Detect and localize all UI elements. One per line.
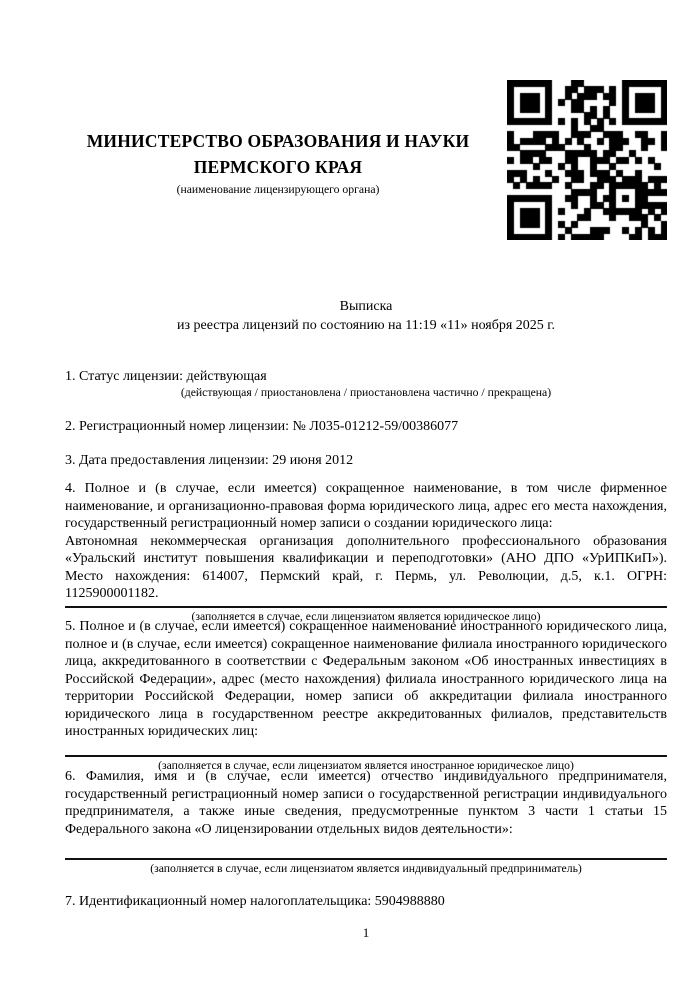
foreign-entity-question: 5. Полное и (в случае, если имеется) сокращенное наименование иностранного юридического лица, полное и (в случае, если имеется) сокращенное наименование филиала иностранного юридического лица, аккредитованного в соответствии с Федеральным законом «Об иностранных инвестициях в Российской Федерации», адрес (место нахождения) филиала иностранного юридического лица на территории Российской Федерации, номер записи об аккредитации филиала иностранного юридического лица в государственном реестре аккредитованных филиалов, представительств иностранных юридических лиц: <box>65 619 667 739</box>
registration-number-section <box>65 418 667 436</box>
legal-entity-caption: (заполняется в случае, если лицензиатом является юридическое лицо) <box>191 609 541 623</box>
legal-entity-rule <box>65 606 667 608</box>
legal-entity-question: 4. Полное и (в случае, если имеется) сокращенное наименование, в том числе фирменное наименование, и организационно-правовая форма юридического лица, адрес его места нахождения, государственный регистрационный номер записи о создании юридического лица: <box>65 481 667 531</box>
extract-subtitle: из реестра лицензий по состоянию на 11:19 «11» ноября 2025 г. <box>177 318 555 333</box>
foreign-entity-rule <box>65 755 667 757</box>
page-number: 1 <box>362 925 370 940</box>
grant-date-section <box>65 452 667 470</box>
taxpayer-number-line: 7. Идентификационный номер налогоплательщика: 5904988880 <box>65 894 445 909</box>
authority-name-line2: ПЕРМСКОГО КРАЯ <box>193 157 363 177</box>
entrepreneur-rule <box>65 858 667 860</box>
legal-entity-section <box>65 480 667 624</box>
license-status-section <box>65 368 667 400</box>
authority-caption: (наименование лицензирующего органа) <box>176 183 380 196</box>
licensing-authority-header <box>65 128 491 197</box>
foreign-entity-section <box>65 618 667 773</box>
extract-title-block <box>65 297 667 335</box>
entrepreneur-question: 6. Фамилия, имя и (в случае, если имеется) отчество индивидуального предпринимателя, государственный регистрационный номер записи о государственной регистрации индивидуального предпринимателя, а также иные сведения, предусмотренные пунктом 3 части 1 статьи 15 Федерального закона «О лицензировании отдельных видов деятельности»: <box>65 769 667 837</box>
legal-entity-value: Автономная некоммерческая организация дополнительного профессионального образования «Уральский институт повышения квалификации и переподготовки» (АНО ДПО «УрИПКиП»). Место нахождения: 614007, Пермский край, г. Пермь, ул. Революции, д.5, к.1. ОГРН: 1125900001182. <box>65 533 667 601</box>
registration-number-line: 2. Регистрационный номер лицензии: № Л035-01212-59/00386077 <box>65 419 459 434</box>
entrepreneur-section <box>65 768 667 876</box>
license-status-line: 1. Статус лицензии: действующая <box>65 369 267 384</box>
entrepreneur-caption: (заполняется в случае, если лицензиатом является индивидуальный предприниматель) <box>150 862 582 875</box>
taxpayer-number-section <box>65 893 667 911</box>
status-options-caption: (действующая / приостановлена / приостановлена частично / прекращена) <box>180 385 552 399</box>
qr-code-container <box>507 80 667 240</box>
document-content <box>65 0 667 989</box>
extract-title: Выписка <box>339 299 393 314</box>
authority-name-line1: МИНИСТЕРСТВО ОБРАЗОВАНИЯ И НАУКИ <box>86 131 470 151</box>
foreign-entity-caption: (заполняется в случае, если лицензиатом является иностранное юридическое лицо) <box>158 758 574 772</box>
grant-date-line: 3. Дата предоставления лицензии: 29 июня 2012 <box>65 453 354 468</box>
qr-code <box>507 80 667 240</box>
